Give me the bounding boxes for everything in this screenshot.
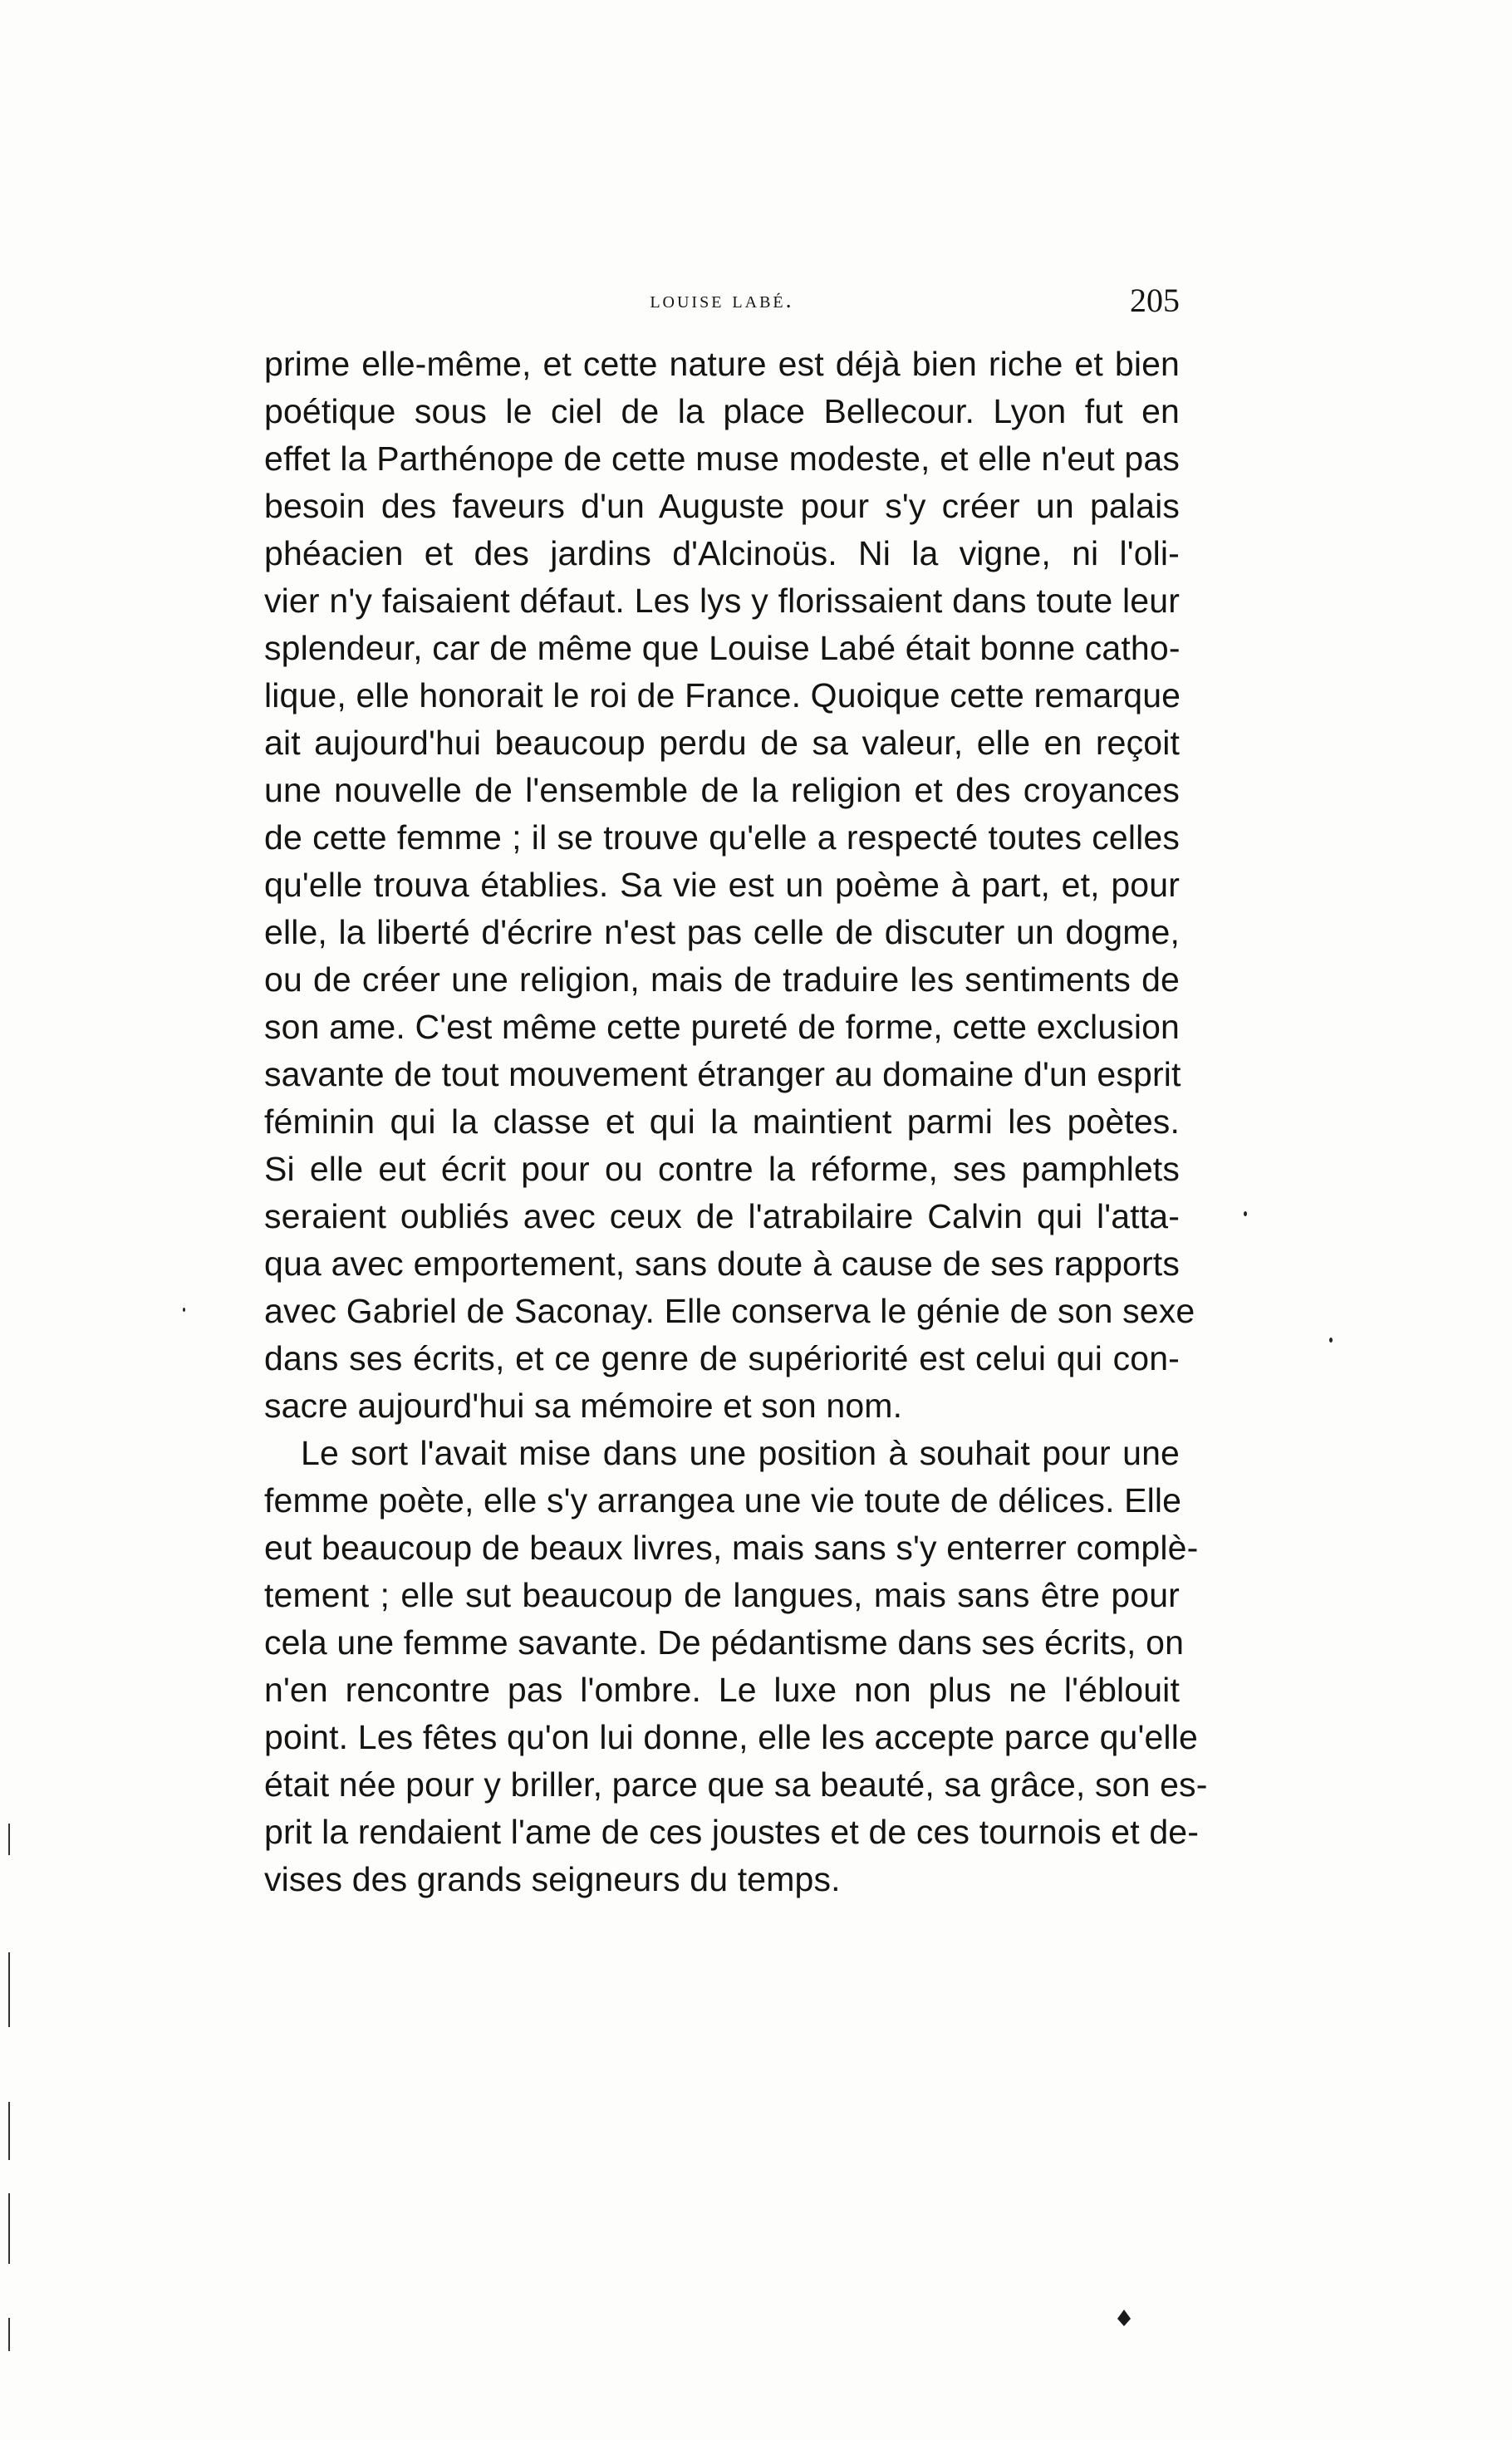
- body-text: [264, 341, 1208, 1903]
- scan-edge-mark: [8, 2193, 10, 2264]
- text-line: de cette femme ; il se trouve qu'elle a respecté toutes celles: [264, 818, 1180, 857]
- text-line: elle, la liberté d'écrire n'est pas celle de discuter un dogme,: [264, 913, 1180, 951]
- scan-speck: [183, 1308, 185, 1312]
- text-line: poétique sous le ciel de la place Bellecour. Lyon fut en: [264, 392, 1180, 430]
- scan-speck: [1244, 1211, 1247, 1216]
- text-line: savante de tout mouvement étranger au domaine d'un esprit: [264, 1055, 1181, 1093]
- text-line: effet la Parthénope de cette muse modeste, et elle n'eut pas: [264, 439, 1180, 478]
- text-line: féminin qui la classe et qui la maintient parmi les poètes.: [264, 1102, 1180, 1141]
- text-line: dans ses écrits, et ce genre de supériorité est celui qui con-: [264, 1339, 1180, 1377]
- text-line: besoin des faveurs d'un Auguste pour s'y créer un palais: [264, 487, 1180, 525]
- text-line: lique, elle honorait le roi de France. Quoique cette remarque: [264, 676, 1181, 714]
- text-line: femme poète, elle s'y arrangea une vie toute de délices. Elle: [264, 1481, 1182, 1519]
- text-line: son ame. C'est même cette pureté de forme, cette exclusion: [264, 1008, 1180, 1046]
- text-line: n'en rencontre pas l'ombre. Le luxe non plus ne l'éblouit: [264, 1671, 1180, 1709]
- text-line: eut beaucoup de beaux livres, mais sans s'y enterrer complè-: [264, 1529, 1199, 1567]
- text-line: qua avec emportement, sans doute à cause de ses rapports: [264, 1245, 1180, 1283]
- text-line: avec Gabriel de Saconay. Elle conserva le génie de son sexe: [264, 1292, 1195, 1330]
- text-line: vier n'y faisaient défaut. Les lys y florissaient dans toute leur: [264, 582, 1180, 620]
- text-line: point. Les fêtes qu'on lui donne, elle les accepte parce qu'elle: [264, 1718, 1198, 1756]
- ornament-mark: [1117, 2310, 1131, 2326]
- scan-edge-mark: [8, 2102, 10, 2160]
- text-line: cela une femme savante. De pédantisme dans ses écrits, on: [264, 1623, 1185, 1662]
- text-line: était née pour y briller, parce que sa beauté, sa grâce, son es-: [264, 1765, 1208, 1804]
- text-line: vises des grands seigneurs du temps.: [264, 1860, 841, 1898]
- running-head: [264, 282, 1180, 324]
- paragraph-2: [264, 1430, 1208, 1903]
- text-line: prit la rendaient l'ame de ces joustes et de ces tournois et de-: [264, 1813, 1200, 1851]
- text-line: sacre aujourd'hui sa mémoire et son nom.: [264, 1387, 903, 1425]
- running-title: louise labé.: [650, 287, 794, 313]
- text-line: une nouvelle de l'ensemble de la religion et des croyances: [264, 771, 1180, 809]
- text-line: prime elle-même, et cette nature est déjà bien riche et bien: [264, 345, 1180, 383]
- text-line: qu'elle trouva établies. Sa vie est un poème à part, et, pour: [264, 866, 1180, 904]
- text-line: Si elle eut écrit pour ou contre la réforme, ses pamphlets: [264, 1150, 1180, 1188]
- page-number: 205: [1130, 282, 1180, 319]
- text-line: ait aujourd'hui beaucoup perdu de sa valeur, elle en reçoit: [264, 724, 1180, 762]
- text-line: splendeur, car de même que Louise Labé était bonne catho-: [264, 629, 1181, 667]
- scan-edge-mark: [8, 1824, 10, 1855]
- scan-edge-mark: [8, 1952, 10, 2027]
- paragraph-1: [264, 341, 1195, 1430]
- text-line: tement ; elle sut beaucoup de langues, mais sans être pour: [264, 1576, 1180, 1614]
- text-line: ou de créer une religion, mais de traduire les sentiments de: [264, 960, 1180, 999]
- scan-speck: [1329, 1338, 1333, 1343]
- text-line: phéacien et des jardins d'Alcinoüs. Ni la vigne, ni l'oli-: [264, 534, 1180, 572]
- text-line: seraient oubliés avec ceux de l'atrabilaire Calvin qui l'atta-: [264, 1197, 1180, 1235]
- scan-edge-mark: [8, 2318, 10, 2351]
- text-line: Le sort l'avait mise dans une position à souhait pour une: [301, 1434, 1180, 1472]
